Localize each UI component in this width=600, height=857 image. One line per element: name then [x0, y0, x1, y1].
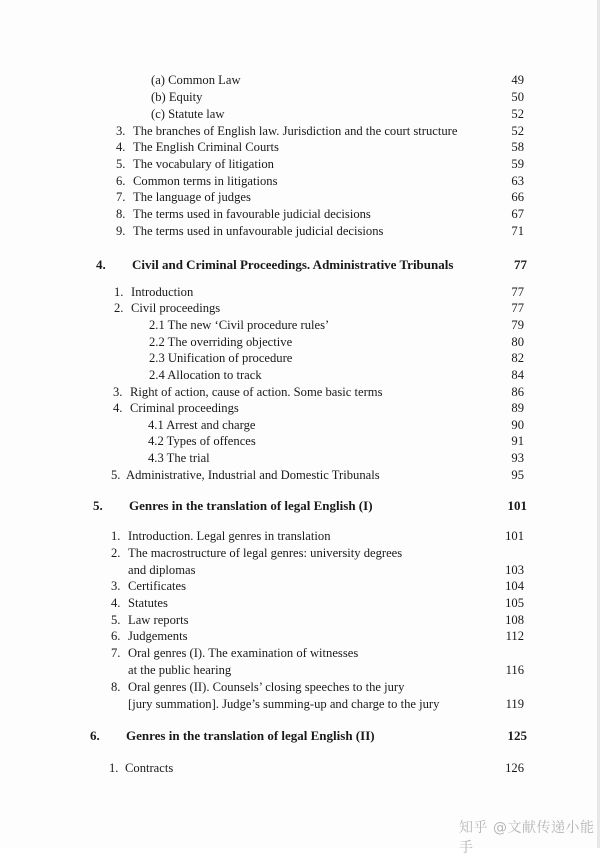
toc-entry-label: (a) Common Law: [151, 73, 241, 87]
toc-entry-page: 52: [511, 107, 524, 121]
toc-entry-number: 6.: [116, 174, 126, 188]
toc-entry-number: 1.: [111, 529, 121, 543]
toc-entry-label: Criminal proceedings: [130, 401, 239, 415]
chapter-page: 125: [507, 728, 527, 743]
toc-entry-number: 6.: [111, 629, 121, 643]
toc-entry-label: 2.3 Unification of procedure: [149, 351, 293, 365]
toc-entry-page: 49: [511, 73, 524, 87]
toc-entry: [0, 612, 600, 629]
toc-entry-label: 2.4 Allocation to track: [149, 368, 262, 382]
toc-entry-page: 89: [511, 401, 524, 415]
toc-entry-continuation: [0, 696, 600, 713]
toc-entry-number: 2.: [111, 546, 121, 560]
toc-entry: [0, 528, 600, 545]
chapter-heading: [0, 256, 600, 273]
toc-entry-label: Oral genres (I). The examination of witnesses: [128, 646, 359, 660]
chapter-heading: [0, 727, 600, 744]
toc-entry: [0, 760, 600, 777]
toc-entry: [0, 206, 600, 223]
toc-entry-number: 3.: [113, 385, 123, 399]
toc-entry-label: 4.2 Types of offences: [148, 434, 256, 448]
toc-entry-page: 108: [505, 613, 524, 627]
toc-entry-label: The terms used in unfavourable judicial decisions: [133, 224, 384, 238]
toc-entry-page: 112: [505, 629, 524, 643]
toc-entry-label: The macrostructure of legal genres: university degrees: [128, 546, 403, 560]
toc-entry-page: 101: [505, 529, 524, 543]
toc-entry: [0, 679, 600, 696]
toc-entry-page: 63: [511, 174, 524, 188]
toc-entry-number: 9.: [116, 224, 126, 238]
toc-entry-number: 3.: [111, 579, 121, 593]
toc-entry-label: Law reports: [128, 613, 189, 627]
toc-entry-label-continued: at the public hearing: [128, 663, 232, 677]
toc-entry: [0, 317, 600, 334]
toc-entry-label: The branches of English law. Jurisdiction and the court structure: [133, 124, 458, 138]
toc-entry-page: 116: [505, 663, 524, 677]
toc-entry: [0, 139, 600, 156]
toc-entry-number: 1.: [114, 285, 124, 299]
toc-entry-page: 91: [511, 434, 524, 448]
toc-entry-label: 4.1 Arrest and charge: [148, 418, 256, 432]
chapter-number: 6.: [90, 728, 100, 743]
toc-entry-label: Administrative, Industrial and Domestic Tribunals: [126, 468, 380, 482]
toc-entry-page: 86: [511, 385, 524, 399]
toc-entry-continuation: [0, 562, 600, 579]
toc-entry: [0, 284, 600, 301]
toc-entry-label: Oral genres (II). Counsels’ closing speeches to the jury: [128, 680, 405, 694]
toc-entry: [0, 450, 600, 467]
toc-entry-number: 4.: [113, 401, 123, 415]
toc-entry: [0, 334, 600, 351]
toc-entry-number: 5.: [111, 468, 121, 482]
toc-entry: [0, 72, 600, 89]
toc-entry-label: Common terms in litigations: [133, 174, 278, 188]
chapter-heading: [0, 497, 600, 514]
chapter-title: Genres in the translation of legal English (I): [129, 498, 373, 513]
toc-entry-page: 84: [511, 368, 524, 382]
toc-entry-number: 3.: [116, 124, 126, 138]
toc-entry-page: 58: [511, 140, 524, 154]
toc-entry-number: 8.: [111, 680, 121, 694]
toc-entry-label: (b) Equity: [151, 90, 203, 104]
toc-entry-number: 7.: [116, 190, 126, 204]
toc-entry-page: 66: [511, 190, 524, 204]
toc-entry-label: The English Criminal Courts: [133, 140, 279, 154]
toc-entry-number: 4.: [116, 140, 126, 154]
chapter-number: 5.: [93, 498, 103, 513]
toc-entry-page: 82: [511, 351, 524, 365]
toc-entry: [0, 189, 600, 206]
toc-entry-label-continued: and diplomas: [128, 563, 196, 577]
toc-entry-page: 104: [505, 579, 524, 593]
toc-entry-label: Introduction: [131, 285, 194, 299]
toc-entry: [0, 367, 600, 384]
toc-entry: [0, 400, 600, 417]
toc-entry: [0, 300, 600, 317]
toc-entry-page: 93: [511, 451, 524, 465]
toc-entry: [0, 173, 600, 190]
chapter-title: Civil and Criminal Proceedings. Administrative Tribunals: [132, 257, 454, 272]
toc-entry-label: 2.1 The new ‘Civil procedure rules’: [149, 318, 330, 332]
toc-entry: [0, 123, 600, 140]
chapter-page: 101: [507, 498, 527, 513]
toc-entry-label: Right of action, cause of action. Some basic terms: [130, 385, 383, 399]
toc-entry-label: Introduction. Legal genres in translation: [128, 529, 331, 543]
toc-entry-label: The terms used in favourable judicial decisions: [133, 207, 371, 221]
toc-entry-page: 52: [511, 124, 524, 138]
toc-entry-page: 71: [511, 224, 524, 238]
toc-entry: [0, 433, 600, 450]
toc-entry-page: 77: [511, 285, 524, 299]
toc-entry-number: 4.: [111, 596, 121, 610]
toc-entry: [0, 467, 600, 484]
toc-entry: [0, 223, 600, 240]
chapter-page: 77: [514, 257, 527, 272]
toc-entry-label-continued: [jury summation]. Judge’s summing-up and charge to the jury: [128, 697, 440, 711]
toc-entry-number: 5.: [116, 157, 126, 171]
toc-entry: [0, 595, 600, 612]
toc-entry-page: 77: [511, 301, 524, 315]
toc-entry-label: 4.3 The trial: [148, 451, 210, 465]
toc-entry-page: 67: [511, 207, 524, 221]
toc-entry-number: 7.: [111, 646, 121, 660]
toc-entry: [0, 156, 600, 173]
toc-entry-number: 2.: [114, 301, 124, 315]
toc-entry-page: 80: [511, 335, 524, 349]
chapter-title: Genres in the translation of legal English (II): [126, 728, 375, 743]
toc-entry: [0, 89, 600, 106]
toc-entry: [0, 106, 600, 123]
toc-entry-page: 50: [511, 90, 524, 104]
toc-entry-label: The vocabulary of litigation: [133, 157, 274, 171]
toc-entry-page: 79: [511, 318, 524, 332]
toc-entry: [0, 545, 600, 562]
toc-entry-number: 8.: [116, 207, 126, 221]
toc-entry-page: 59: [511, 157, 524, 171]
toc-entry-page: 105: [505, 596, 524, 610]
toc-entry-label: Contracts: [125, 761, 174, 775]
toc-entry-number: 5.: [111, 613, 121, 627]
toc-entry-number: 1.: [109, 761, 119, 775]
toc-entry-label: Judgements: [128, 629, 188, 643]
toc-entry-label: The language of judges: [133, 190, 251, 204]
toc-entry-page: 119: [505, 697, 524, 711]
toc-entry: [0, 628, 600, 645]
toc-entry: [0, 350, 600, 367]
toc-entry-label: Statutes: [128, 596, 168, 610]
toc-entry-label: 2.2 The overriding objective: [149, 335, 293, 349]
toc-entry-label: Certificates: [128, 579, 187, 593]
toc-entry-page: 126: [505, 761, 524, 775]
toc-entry: [0, 417, 600, 434]
toc-entry-page: 103: [505, 563, 524, 577]
toc-entry-label: Civil proceedings: [131, 301, 221, 315]
chapter-number: 4.: [96, 257, 106, 272]
toc-entry-page: 90: [511, 418, 524, 432]
watermark: 知乎 @文献传递小能手: [459, 820, 595, 856]
toc-entry: [0, 578, 600, 595]
toc-entry: [0, 384, 600, 401]
toc-entry-continuation: [0, 662, 600, 679]
toc-entry-page: 95: [511, 468, 524, 482]
toc-entry: [0, 645, 600, 662]
toc-entry-label: (c) Statute law: [151, 107, 225, 121]
